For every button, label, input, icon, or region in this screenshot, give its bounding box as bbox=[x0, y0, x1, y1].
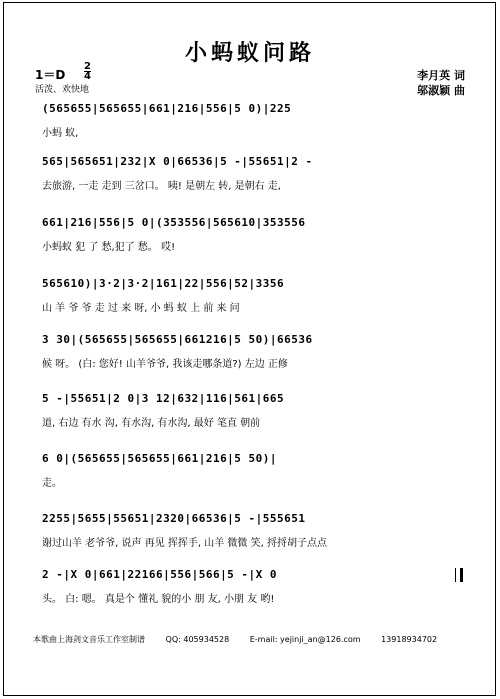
footer bbox=[33, 634, 473, 645]
lyrics-line: 谢过山羊 老爷爷, 说声 再见 挥挥手, 山羊 微微 笑, 捋捋胡子点点 bbox=[42, 538, 327, 549]
lyrics-line: 候 呀。 (白: 您好! 山羊爷爷, 我该走哪条道?) 左边 正修 bbox=[42, 359, 288, 370]
key-signature: 1＝D bbox=[35, 68, 66, 82]
tempo-marking: 活泼、欢快地 bbox=[35, 85, 90, 95]
composer-credit: 邬淑颖 曲 bbox=[417, 84, 465, 97]
notation-line: 3 30|(565655|565655|661216|5 50)|66536 bbox=[42, 333, 313, 346]
time-signature bbox=[84, 62, 91, 81]
footer-qq: QQ: 405934528 bbox=[165, 635, 230, 644]
lyrics-line: 小蚂 蚁, bbox=[42, 128, 79, 139]
lyricist-credit: 李月英 词 bbox=[417, 69, 465, 82]
final-barline bbox=[455, 568, 463, 582]
lyrics-line: 小蚂蚁 犯 了 愁,犯了 愁。 哎! bbox=[42, 242, 176, 253]
notation-line: 661|216|556|5 0|(353556|565610|353556 bbox=[42, 216, 306, 229]
notation-line: 565610)|3·2|3·2|161|22|556|52|3356 bbox=[42, 277, 285, 290]
footer-phone: 13918934702 bbox=[381, 635, 438, 644]
song-title: 小蚂蚁问路 bbox=[184, 40, 315, 66]
time-signature-top: 2 bbox=[84, 61, 91, 72]
lyrics-line: 走。 bbox=[42, 478, 62, 489]
lyrics-line: 去旅游, 一走 走到 三岔口。 咦! 是朝左 转, 是朝右 走, bbox=[42, 181, 281, 192]
time-signature-bottom: 4 bbox=[84, 71, 91, 82]
notation-line: 2 -|X 0|661|22166|556|566|5 -|X 0 bbox=[42, 568, 278, 581]
footer-email: E-mail: yejinji_an@126.com bbox=[249, 635, 361, 644]
lyrics-line: 山 羊 爷 爷 走 过 来 呀, 小 蚂 蚁 上 前 来 问 bbox=[42, 303, 240, 314]
lyrics-line: 道, 右边 有水 沟, 有水沟, 有水沟, 最好 笔直 朝前 bbox=[42, 418, 261, 429]
lyrics-line: 头。 白: 嗯。 真是个 懂礼 貌的小 朋 友, 小朋 友 哟! bbox=[42, 594, 275, 605]
notation-line: 5 -|55651|2 0|3 12|632|116|561|665 bbox=[42, 392, 285, 405]
notation-line: 2255|5655|55651|2320|66536|5 -|555651 bbox=[42, 512, 306, 525]
notation-line: 565|565651|232|X 0|66536|5 -|55651|2 - bbox=[42, 155, 313, 168]
notation-line: (565655|565655|661|216|556|5 0)|225 bbox=[42, 102, 292, 115]
footer-studio: 本歌曲上海剑文音乐工作室制谱 bbox=[33, 635, 145, 644]
notation-line: 6 0|(565655|565655|661|216|5 50)| bbox=[42, 452, 278, 465]
